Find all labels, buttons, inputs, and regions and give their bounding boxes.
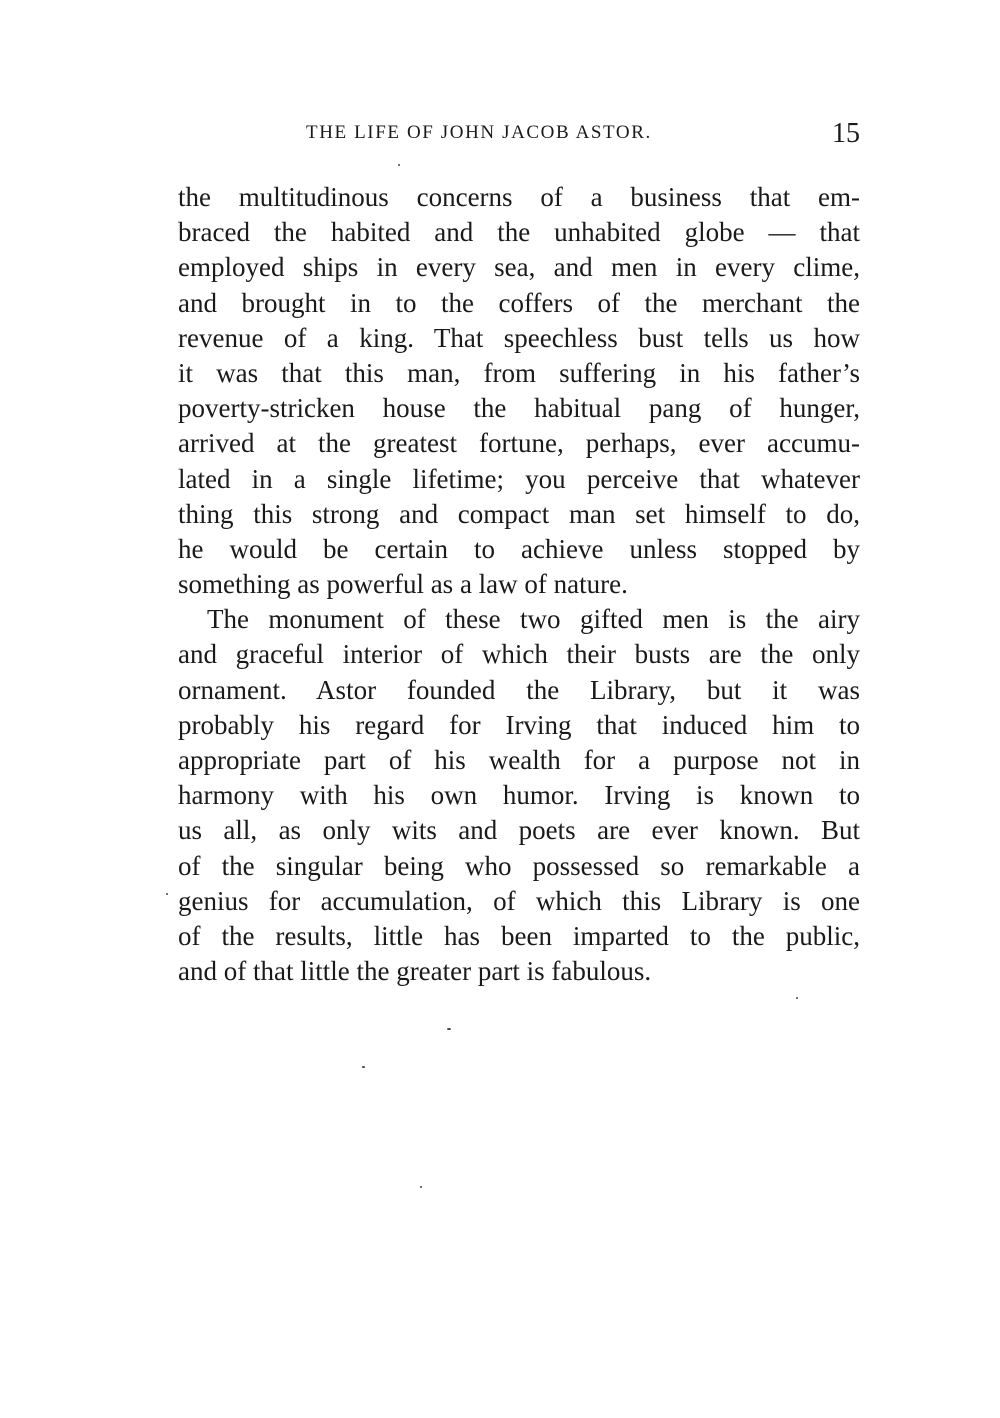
scan-speck bbox=[447, 1028, 451, 1030]
text-line: of the singular being who possessed so remarkable a bbox=[178, 850, 860, 881]
scan-speck bbox=[362, 1066, 365, 1068]
text-line: probably his regard for Irving that induced him to bbox=[178, 709, 860, 740]
scan-speck bbox=[796, 997, 798, 999]
text-line: ornament. Astor founded the Library, but it was bbox=[178, 674, 860, 705]
scan-speck bbox=[398, 164, 400, 166]
text-line: poverty-stricken house the habitual pang of hunger, bbox=[178, 393, 860, 424]
text-line: the multitudinous concerns of a business that em- bbox=[178, 182, 860, 212]
page-number: 15 bbox=[832, 118, 860, 149]
paragraph-2 bbox=[178, 602, 860, 989]
text-line: and graceful interior of which their busts are the only bbox=[178, 639, 860, 670]
text-line: employed ships in every sea, and men in every clime, bbox=[178, 252, 860, 283]
scan-speck bbox=[166, 893, 168, 895]
text-line: he would be certain to achieve unless stopped by bbox=[178, 533, 860, 564]
text-line: thing this strong and compact man set himself to do, bbox=[178, 498, 860, 529]
text-line: arrived at the greatest fortune, perhaps, ever accumu- bbox=[178, 428, 860, 459]
body-text bbox=[178, 180, 860, 989]
running-title: THE LIFE OF JOHN JACOB ASTOR. bbox=[306, 122, 652, 143]
text-line: braced the habited and the unhabited globe — that bbox=[178, 217, 860, 248]
text-line: harmony with his own humor. Irving is known to bbox=[178, 780, 860, 811]
text-line: something as powerful as a law of nature. bbox=[178, 569, 628, 600]
text-line: and brought in to the coffers of the merchant the bbox=[178, 287, 860, 318]
text-line: of the results, little has been imparted to the public, bbox=[178, 920, 860, 951]
text-line: genius for accumulation, of which this Library is one bbox=[178, 885, 860, 916]
text-line: lated in a single lifetime; you perceive that whatever bbox=[178, 463, 860, 494]
text-line: revenue of a king. That speechless bust tells us how bbox=[178, 322, 860, 353]
running-header bbox=[178, 118, 860, 154]
text-line: us all, as only wits and poets are ever known. But bbox=[178, 815, 860, 846]
text-line: appropriate part of his wealth for a purpose not in bbox=[178, 745, 860, 775]
text-line: The monument of these two gifted men is the airy bbox=[207, 604, 860, 635]
text-line: and of that little the greater part is fabulous. bbox=[178, 956, 652, 987]
scan-speck bbox=[420, 1186, 422, 1188]
text-line: it was that this man, from suffering in his father’s bbox=[178, 357, 860, 388]
paragraph-1 bbox=[178, 180, 860, 602]
